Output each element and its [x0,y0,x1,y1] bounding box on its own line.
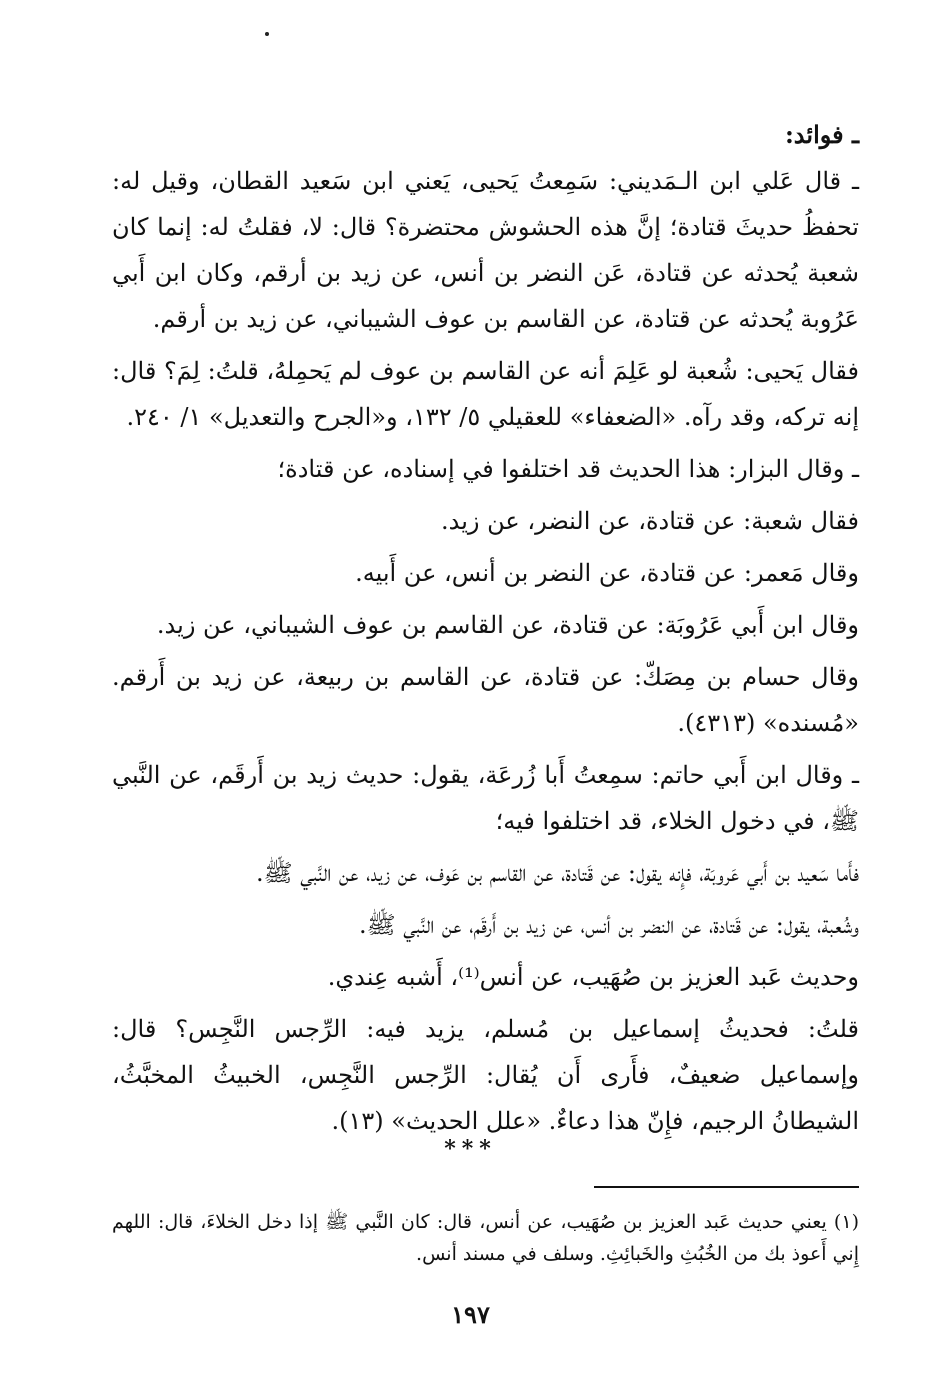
section-heading: ـ فوائد: [784,120,859,149]
paragraph: ـ وقال البزار: هذا الحديث قد اختلفوا في إسناده، عن قتادة؛ [277,455,859,483]
printing-mark [265,32,269,36]
paragraph: وقال ابن أَبي عَرُوبَة: عن قتادة، عن القاسم بن عوف الشيباني، عن زيد. [156,611,859,639]
paragraph: وشُعبة، يقول: عن قَتادة، عن النضر بن أنس، عن زيد بن أَرقَم، عن النَّبي ﷺ. [359,911,859,939]
paragraph: فأَما سَعيد بن أَبي عَروبَة، فإِنه يقول: عن قَتادة، عن القاسم بن عَوف، عن زيد، عن النَّبي ﷺ. [256,859,859,887]
footnote-rule [594,1186,859,1188]
paragraph: ـ قال عَلي ابن الـمَديني: سَمِعتُ يَحيى، يَعني ابن سَعيد القطان، وقيل له: تحفظُ حديثَ قتادة؛ إنَّ هذه الحشوش محتضرة؟ قال: لا، فقلتُ له: إنما كان شعبة يُحدثه عن قتادة، عَن النضر بن أنس، عن زيد بن أرقم، وكان ابن أَبي عَرُوبة يُحدثه عن قتادة، عن القاسم بن عوف الشيباني، عن زيد بن أرقم. [112,167,859,333]
paragraph: وقال حسام بن مِصَكّ: عن قتادة، عن القاسم بن ربيعة، عن زيد بن أَرقم. «مُسنده» (٤٣١٣). [112,663,859,737]
paragraph: وقال مَعمر: عن قتادة، عن النضر بن أنس، عن أَبيه. [355,559,859,587]
main-text [112,112,859,1144]
paragraph: قلتُ: فحديثُ إسماعيل بن مُسلم، يزيد فيه: الرِّجس النَّجِس؟ قال: وإسماعيل ضعيفٌ، فأَرى أَن يُقال: الرِّجس النَّجِس، الخبيثُ المخبَّثُ، الشيطانُ الرجيم، فإِنّ هذا دعاءٌ. «علل الحديث» (١٣). [112,1015,859,1135]
paragraph: فقال يَحيى: شُعبة لو عَلِمَ أنه عن القاسم بن عوف لم يَحمِلهُ، قلتُ: لِمَ؟ قال: إنه تركه، وقد رآه. «الضعفاء» للعقيلي ٥/ ١٣٢، و«الجرح والتعديل» ١/ ٢٤٠. [112,357,859,431]
footnote: (١) يعني حديث عَبد العزيز بن صُهَيب، عن أنس، قال: كان النَّبي ﷺ إذا دخل الخلاءَ، قال: اللهم إِني أَعوذ بك من الخُبُثِ والخَبائِثِ. وسلف في مسند أنس. [112,1211,859,1265]
paragraph: فقال شعبة: عن قتادة، عن النضر، عن زيد. [441,507,859,535]
paragraph: ـ وقال ابن أَبي حاتم: سمِعتُ أَبا زُرعَة، يقول: حديث زيد بن أَرقَم، عن النَّبي ﷺ، في دخول الخلاء، قد اختلفوا فيه؛ [112,761,859,835]
paragraph: وحديث عَبد العزيز بن صُهَيب، عن أنس⁽¹⁾، أَشبه عِندي. [327,963,859,991]
section-separator: *** [444,1136,497,1162]
page-number: ١٩٧ [451,1300,490,1329]
